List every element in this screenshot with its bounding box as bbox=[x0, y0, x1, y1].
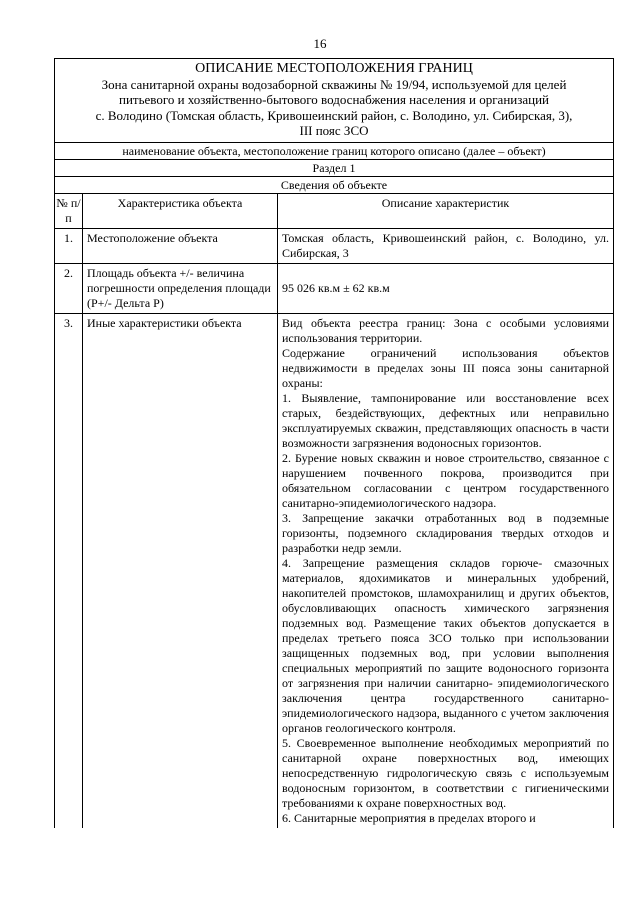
document-table bbox=[54, 58, 614, 828]
area-value: 95 026 кв.м ± 62 кв.м bbox=[282, 280, 390, 295]
description-paragraph: 1. Выявление, тампонирование или восстановление всех старых, бездействующих, дефектных или неправильно эксплуатируемых скважин, представляющих опасность в части возможности загрязнения водоносных горизонтов. bbox=[282, 390, 609, 450]
subtitle-line: питьевого и хозяйственно-бытового водоснабжения населения и организаций bbox=[118, 92, 550, 107]
description-paragraph: Вид объекта реестра границ: Зона с особыми условиями использования территории. bbox=[282, 315, 609, 345]
description-paragraph: 4. Запрещение размещения складов горюче- смазочных материалов, ядохимикатов и минеральных удобрений, накопителей промстоков, шламохранилищ и других объектов, обусловливающих опасность химического загрязнения подземных вод. Размещение таких объектов допускается в пределах третьего пояса ЗСО только при использовании защищенных подземных вод, при условии выполнения специальных мероприятий по защите водоносного горизонта от загрязнения при наличии санитарно- эпидемиологического заключения центра государственного санитарно-эпидемиологического надзора, выданного с учетом заключения органов геологического контроля. bbox=[282, 555, 609, 735]
subtitle-line: Зона санитарной охраны водозаборной скважины № 19/94, используемой для целей bbox=[101, 76, 567, 92]
row-number: 1. bbox=[55, 229, 83, 264]
characteristics-grid bbox=[55, 194, 613, 828]
row-description: Томская область, Кривошеинский район, с. Володино, ул. Сибирская, 3 bbox=[278, 229, 613, 264]
description-paragraph: 6. Санитарные мероприятия в пределах второго и bbox=[282, 810, 536, 825]
row-number: 3. bbox=[55, 314, 83, 828]
column-header-description: Описание характеристик bbox=[278, 194, 613, 229]
description-paragraph: 2. Бурение новых скважин и новое строительство, связанное с нарушением почвенного покрова, производится при обязательном согласовании с центром государственного санитарно-эпидемиологического надзора. bbox=[282, 450, 609, 510]
description-paragraph: Содержание ограничений использования объектов недвижимости в пределах зоны III пояса зоны санитарной охраны: bbox=[282, 345, 609, 390]
row-number: 2. bbox=[55, 264, 83, 314]
description-paragraph: 5. Своевременное выполнение необходимых мероприятий по санитарной охране поверхностных вод, имеющих непосредственную гидрологическую связь с используемым водоносным горизонтом, в соответствии с гигиеническими требованиями к охране поверхностных вод. bbox=[282, 735, 609, 810]
object-caption: наименование объекта, местоположение границ которого описано (далее – объект) bbox=[55, 143, 613, 160]
page-number: 16 bbox=[313, 36, 327, 51]
row-characteristic: Площадь объекта +/- величина погрешности определения площади (Р+/- Дельта Р) bbox=[83, 264, 278, 314]
section-label: Раздел 1 bbox=[55, 160, 613, 177]
row-characteristic: Иные характеристики объекта bbox=[83, 314, 278, 828]
row-description bbox=[278, 264, 613, 314]
subtitle-line: III пояс ЗСО bbox=[299, 123, 369, 138]
subtitle-line: с. Володино (Томская область, Кривошеинский район, с. Володино, ул. Сибирская, 3), bbox=[95, 107, 573, 123]
section-title: Сведения об объекте bbox=[55, 177, 613, 194]
title-block bbox=[55, 59, 613, 143]
document-title: ОПИСАНИЕ МЕСТОПОЛОЖЕНИЯ ГРАНИЦ bbox=[195, 61, 473, 76]
row-description bbox=[278, 314, 613, 828]
column-header-characteristic: Характеристика объекта bbox=[83, 194, 278, 229]
column-header-number: № п/п bbox=[55, 194, 83, 229]
row-characteristic: Местоположение объекта bbox=[83, 229, 278, 264]
description-paragraph: 3. Запрещение закачки отработанных вод в подземные горизонты, подземного складирования твердых отходов и разработки недр земли. bbox=[282, 510, 609, 555]
